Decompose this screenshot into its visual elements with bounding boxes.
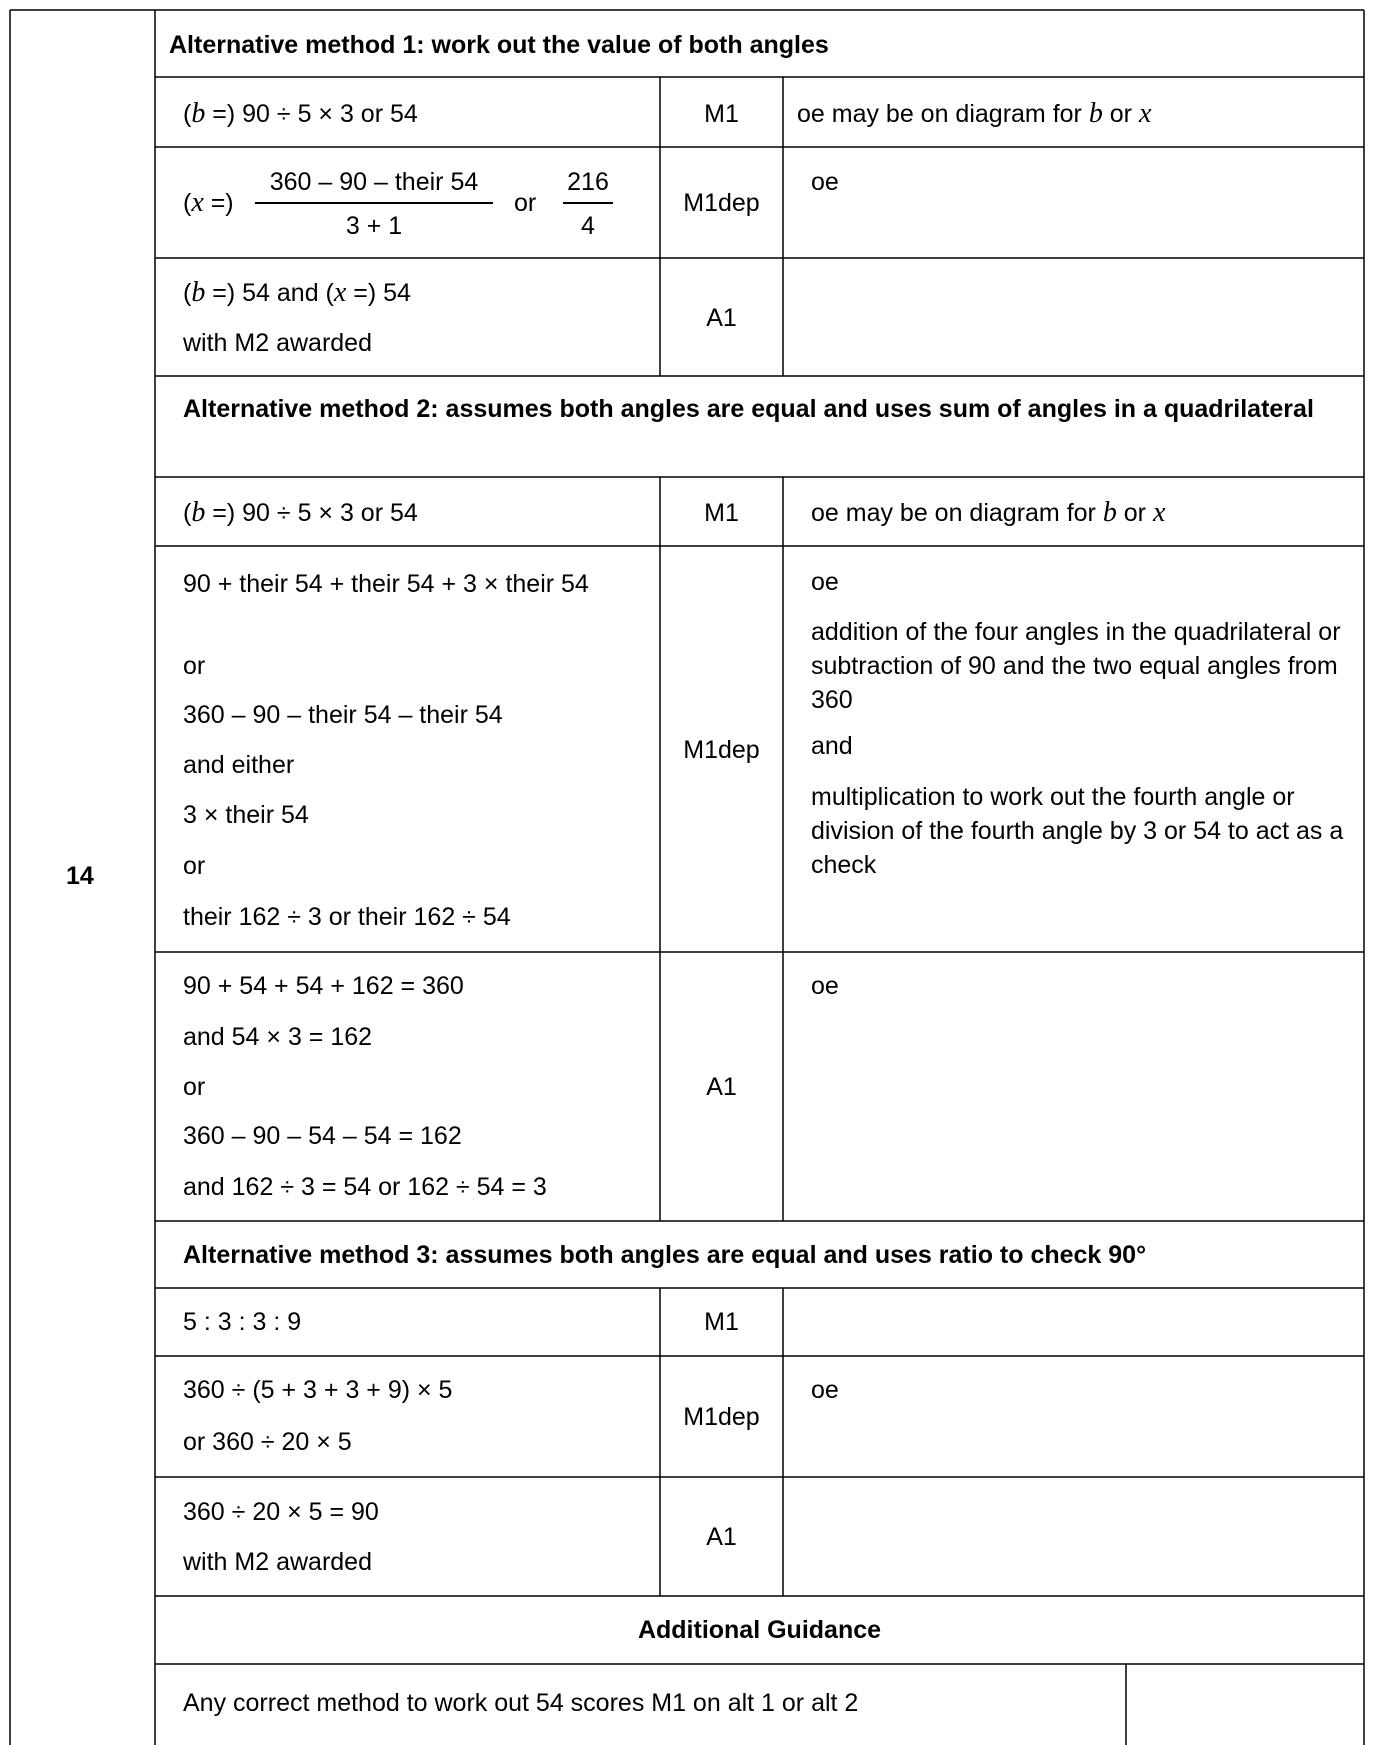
fraction-denominator: 4 <box>581 212 595 240</box>
comment-or: or <box>1102 100 1139 128</box>
alt1-row2-alt-fraction <box>563 166 613 242</box>
alt2-row3-comment: oe <box>811 972 839 1000</box>
guidance-heading: Additional Guidance <box>637 1616 882 1644</box>
paren: ( <box>183 189 192 217</box>
alt1-row3-mark: A1 <box>706 304 737 332</box>
var-b: b <box>1102 497 1117 528</box>
alt1-row1-comment <box>797 98 1151 130</box>
alt2-row1-answer <box>183 497 418 529</box>
alt1-row2-mark: M1dep <box>683 189 760 217</box>
alt2-heading: Alternative method 2: assumes both angles are equal and uses sum of angles in a quadrilateral <box>183 395 1314 423</box>
alt2-row2-line: 360 – 90 – their 54 – their 54 <box>183 701 503 729</box>
guidance-row1-text: Any correct method to work out 54 scores M1 on alt 1 or alt 2 <box>183 1689 859 1717</box>
alt2-row2-comment: addition of the four angles in the quadrilateral or subtraction of 90 and the two equal angles from 360 <box>811 618 1341 714</box>
alt1-row2-comment: oe <box>811 168 839 196</box>
paren: ( <box>183 499 192 527</box>
text: =) 54 and ( <box>205 279 334 307</box>
alt2-row3-line: 90 + 54 + 54 + 162 = 360 <box>183 972 464 1000</box>
fraction-bar <box>563 202 613 204</box>
alt2-row3-mark: A1 <box>706 1073 737 1101</box>
alt3-row3-mark: A1 <box>706 1523 737 1551</box>
alt2-row1-comment <box>811 497 1165 529</box>
var-b: b <box>191 497 206 528</box>
var-x: x <box>191 187 204 218</box>
alt2-row3-line: or <box>183 1073 206 1101</box>
var-b: b <box>191 277 206 308</box>
alt2-row1-expression: =) 90 ÷ 5 × 3 or 54 <box>205 499 418 527</box>
alt1-row1-mark: M1 <box>704 100 739 128</box>
alt2-row2-line: 90 + their 54 + their 54 + 3 × their 54 <box>183 570 589 598</box>
alt1-row3-line1 <box>183 277 411 309</box>
alt2-row2-line: 3 × their 54 <box>183 801 309 829</box>
alt3-row1-answer: 5 : 3 : 3 : 9 <box>183 1308 302 1336</box>
alt1-row1-expression: =) 90 ÷ 5 × 3 or 54 <box>205 100 418 128</box>
paren: ( <box>183 279 192 307</box>
alt2-row2-line: their 162 ÷ 3 or their 162 ÷ 54 <box>183 903 511 931</box>
fraction-numerator: 360 – 90 – their 54 <box>269 168 479 196</box>
alt3-row2-mark: M1dep <box>683 1403 760 1431</box>
alt3-row1-mark: M1 <box>704 1308 739 1336</box>
alt1-row2-prefix <box>183 187 234 219</box>
alt1-heading: Alternative method 1: work out the value of both angles <box>169 31 829 59</box>
var-b: b <box>1088 98 1103 129</box>
alt1-row2-fraction <box>255 166 493 242</box>
alt2-row2-mark: M1dep <box>683 736 760 764</box>
alt2-row2-comment: oe <box>811 568 839 596</box>
comment-text: oe may be on diagram for <box>797 100 1089 128</box>
question-number: 14 <box>66 862 94 890</box>
alt2-row2-line: or <box>183 852 206 880</box>
alt3-row3-line: with M2 awarded <box>183 1548 372 1576</box>
text: =) 54 <box>346 279 411 307</box>
alt2-row3-line: and 162 ÷ 3 = 54 or 162 ÷ 54 = 3 <box>183 1173 547 1201</box>
var-x: x <box>333 277 347 308</box>
alt2-row2-line: and either <box>183 751 295 779</box>
fraction-denominator: 3 + 1 <box>345 212 403 240</box>
alt2-row2-line: or <box>183 652 206 680</box>
alt2-row2-comment: and <box>811 732 853 760</box>
alt1-row1-answer <box>183 98 418 130</box>
comment-text: oe may be on diagram for <box>811 499 1103 527</box>
equals: =) <box>203 189 234 217</box>
alt2-row1-mark: M1 <box>704 499 739 527</box>
alt2-row3-line: and 54 × 3 = 162 <box>183 1023 373 1051</box>
paren: ( <box>183 100 192 128</box>
var-x: x <box>1138 98 1152 129</box>
alt2-row2-comment: multiplication to work out the fourth angle or division of the fourth angle by 3 or 54 to act as a check <box>811 783 1344 879</box>
fraction-numerator: 216 <box>567 168 609 196</box>
alt1-row3-line2: with M2 awarded <box>183 329 372 357</box>
alt3-row2-comment: oe <box>811 1376 839 1404</box>
fraction-bar <box>255 202 493 204</box>
alt3-row3-line: 360 ÷ 20 × 5 = 90 <box>183 1498 379 1526</box>
alt3-heading: Alternative method 3: assumes both angles are equal and uses ratio to check 90° <box>183 1241 1147 1269</box>
alt1-row2-or: or <box>514 189 537 217</box>
alt3-row2-line: 360 ÷ (5 + 3 + 3 + 9) × 5 <box>183 1376 453 1404</box>
alt3-row2-line: or 360 ÷ 20 × 5 <box>183 1428 352 1456</box>
comment-or: or <box>1116 499 1153 527</box>
var-x: x <box>1152 497 1166 528</box>
alt2-row3-line: 360 – 90 – 54 – 54 = 162 <box>183 1122 462 1150</box>
var-b: b <box>191 98 206 129</box>
